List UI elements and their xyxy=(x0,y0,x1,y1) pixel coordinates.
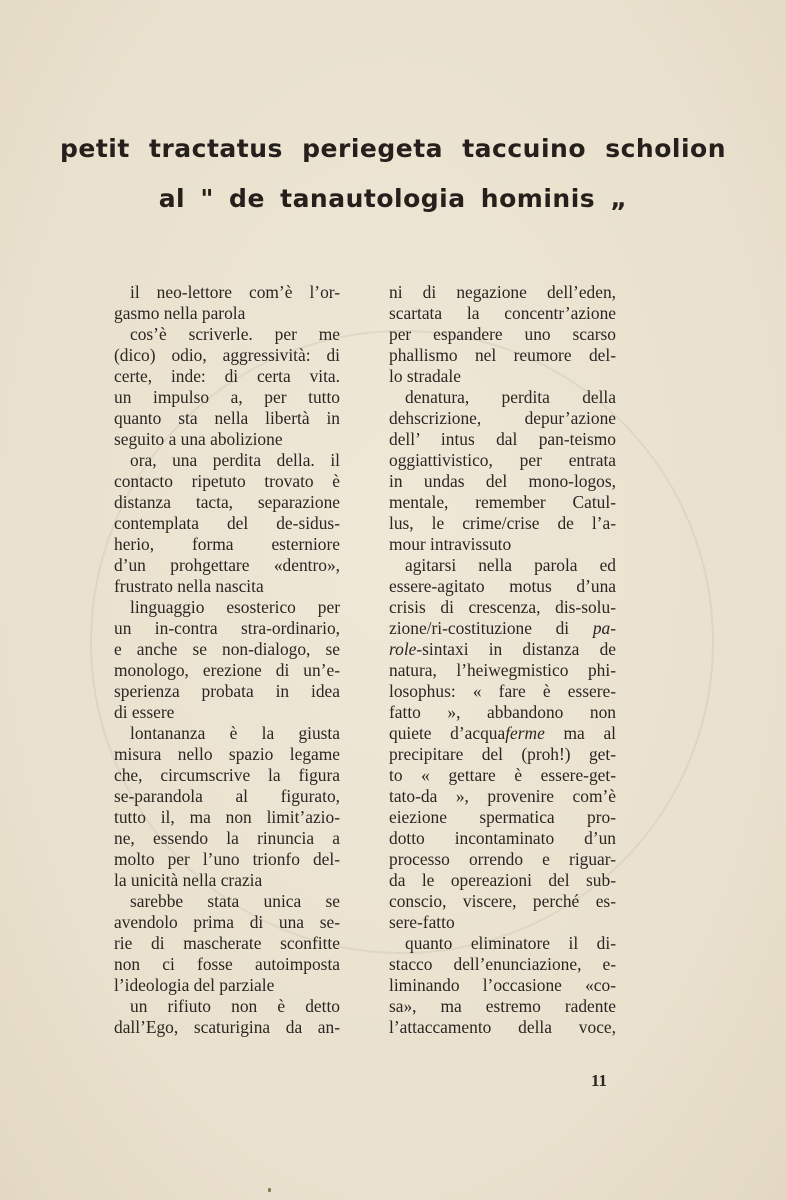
text-line: gasmo nella parola xyxy=(114,303,246,323)
text-line: lus, le crime/crise de l’a- xyxy=(389,513,616,533)
text-line: molto per l’uno trionfo del- xyxy=(114,849,340,869)
page-number: 11 xyxy=(591,1071,608,1090)
paper-speck xyxy=(268,1188,271,1192)
text-line: losophus: « fare è essere- xyxy=(389,681,616,701)
text-line: l’ideologia del parziale xyxy=(114,975,275,995)
text-line: ne, essendo la rinuncia a xyxy=(114,828,340,848)
text-line: mentale, remember Catul- xyxy=(389,492,616,512)
text-line: per espandere uno scarso xyxy=(389,324,616,344)
text-line: che, circumscrive la figura xyxy=(114,765,340,785)
text-line: sere-fatto xyxy=(389,912,455,932)
text-line: rie di mascherate sconfitte xyxy=(114,933,340,953)
text-line: natura, l’heiwegmistico phi- xyxy=(389,660,616,680)
text-line: misura nello spazio legame xyxy=(114,744,340,764)
text-line: un rifiuto non è detto xyxy=(130,996,340,1016)
text-line: frustrato nella nascita xyxy=(114,576,264,596)
text-line: lo stradale xyxy=(389,366,461,386)
text-line: (dico) odio, aggressività: di xyxy=(114,345,340,365)
text-line: lontananza è la giusta xyxy=(130,723,340,743)
text-line: e anche se non-dialogo, se xyxy=(114,639,340,659)
text-line: distanza tacta, separazione xyxy=(114,492,340,512)
right-column xyxy=(389,282,616,1038)
text-line: l’attaccamento della voce, xyxy=(389,1017,616,1037)
text-line: non ci fosse autoimposta xyxy=(114,954,340,974)
text-line: certe, inde: di certa vita. xyxy=(114,366,340,386)
text-line: d’un prohgettare «dentro», xyxy=(114,555,340,575)
text-line: ora, una perdita della. il xyxy=(130,450,340,470)
text-line: un in-contra stra-ordinario, xyxy=(114,618,340,638)
text-line: dehscrizione, depur’azione xyxy=(389,408,616,428)
text-line: scartata la concentr’azione xyxy=(389,303,616,323)
text-line: stacco dell’enunciazione, e- xyxy=(389,954,616,974)
text-line: eiezione spermatica pro- xyxy=(389,807,616,827)
text-line: quanto sta nella libertà in xyxy=(114,408,340,428)
text-line: tato-da », provenire com’è xyxy=(389,786,616,806)
heading-line-1: petit tractatus periegeta taccuino scholion xyxy=(59,134,727,163)
text-line: in undas del mono-logos, xyxy=(389,471,616,491)
text-line: dell’ intus dal pan-teismo xyxy=(389,429,616,449)
text-line: liminando l’occasione «co- xyxy=(389,975,616,995)
text-line: dall’Ego, scaturigina da an- xyxy=(114,1017,340,1037)
text-line: contacto ripetuto trovato è xyxy=(114,471,340,491)
text-line: to « gettare è essere-get- xyxy=(389,765,616,785)
text-line: denatura, perdita della xyxy=(405,387,616,407)
text-line: agitarsi nella parola ed xyxy=(405,555,616,575)
text-line: mour intravissuto xyxy=(389,534,512,554)
text-line: da le opereazioni del sub- xyxy=(389,870,616,890)
text-line: zione/ri-costituzione di pa- xyxy=(389,618,616,638)
text-line: herio, forma esterniore xyxy=(114,534,340,554)
text-line: essere-agitato motus d’una xyxy=(389,576,616,596)
text-line: sa», ma estremo radente xyxy=(389,996,616,1016)
heading-line-2: al " de tanautologia hominis „ xyxy=(158,184,628,213)
text-line: la unicità nella crazia xyxy=(114,870,263,890)
text-line: avendolo prima di una se- xyxy=(114,912,340,932)
text-line: se-parandola al figurato, xyxy=(114,786,340,806)
text-line: oggiattivistico, per entrata xyxy=(389,450,616,470)
text-line: il neo-lettore com’è l’or- xyxy=(130,282,340,302)
left-column xyxy=(114,282,340,1038)
text-line: di essere xyxy=(114,702,175,722)
text-line: seguito a una abolizione xyxy=(114,429,283,449)
text-line: ni di negazione dell’eden, xyxy=(389,282,616,302)
text-line: conscio, viscere, perché es- xyxy=(389,891,616,911)
text-line: tutto il, ma non limit’azio- xyxy=(114,807,340,827)
text-line: fatto », abbandono non xyxy=(389,702,616,722)
text-line: role-sintaxi in distanza de xyxy=(389,639,616,659)
text-line: sarebbe stata unica se xyxy=(130,891,340,911)
text-line: un impulso a, per tutto xyxy=(114,387,340,407)
text-line: precipitare del (proh!) get- xyxy=(389,744,616,764)
text-line: sperienza probata in idea xyxy=(114,681,340,701)
text-line: crisis di crescenza, dis-solu- xyxy=(389,597,616,617)
text-line: cos’è scriverle. per me xyxy=(130,324,340,344)
text-line: processo orrendo e riguar- xyxy=(389,849,616,869)
text-line: quiete d’acquaferme ma al xyxy=(389,723,616,743)
text-line: monologo, erezione di un’e- xyxy=(114,660,340,680)
text-line: contemplata del de-sidus- xyxy=(114,513,340,533)
text-line: phallismo nel reumore del- xyxy=(389,345,616,365)
text-line: linguaggio esosterico per xyxy=(130,597,340,617)
text-line: dotto incontaminato d’un xyxy=(389,828,616,848)
text-line: quanto eliminatore il di- xyxy=(405,933,616,953)
